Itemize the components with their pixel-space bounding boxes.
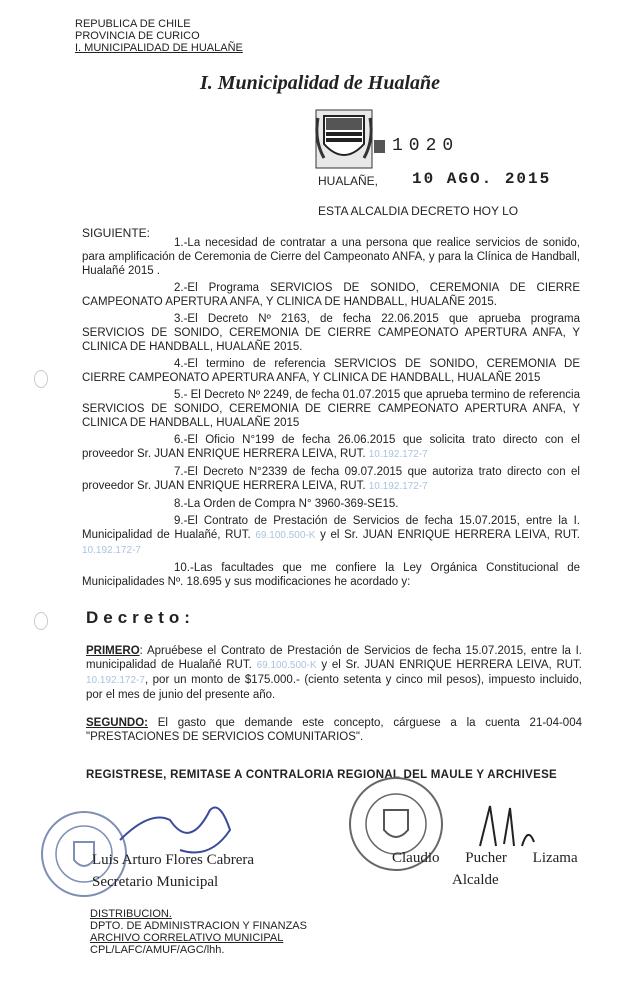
consideration-6: 6.-El Oficio N°199 de fecha 26.06.2015 que solicita trato directo con el proveedor Sr. JUAN ENRIQUE HERRERA LEIVA, RUT. 10.192.172-7 (82, 434, 580, 460)
distribution-line: DPTO. DE ADMINISTRACION Y FINANZAS (90, 920, 307, 932)
lead-text: ESTA ALCALDIA DECRETO HOY LO (318, 204, 519, 218)
consideration-1: 1.-La necesidad de contratar a una persona que realice servicios de sonido, para amplificación de Ceremonia de Cierre del Campeonato ANFA, y para la Clínica de Handball, Hualañé 2015 . (82, 237, 580, 277)
primero-section: PRIMERO: Apruébese el Contrato de Prestación de Servicios de fecha 15.07.2015, entre la I. municipalidad de Hualañé RUT. 69.100.500-K y el Sr. JUAN ENRIQUE HERRERA LEIVA, RUT. 10.192.172-7, por un monto de $175.000.- (ciento setenta y cinco mil pesos), impuesto incluido, por el mes de junio del presente año. (86, 645, 582, 701)
mayor-name: Claudio Pucher Lizama (392, 850, 578, 866)
segundo-section: SEGUNDO: El gasto que demande este concepto, cárguese a la cuenta 21-04-004 "PRESTACIONES DE SERVICIOS COMUNITARIOS". (86, 717, 582, 743)
consideration-3: 3.-El Decreto Nº 2163, de fecha 22.06.2015 que aprueba programa SERVICIOS DE SONIDO, CEREMONIA DE CIERRE CAMPEONATO APERTURA ANFA, Y CLINICA DE HANDBALL, HUALAÑE 2015. (82, 313, 580, 353)
considerations-block (82, 236, 580, 592)
punch-hole (34, 612, 48, 630)
siguiente-label: SIGUIENTE: (82, 226, 151, 240)
primero-label: PRIMERO (86, 645, 140, 657)
decree-number: 1020 (392, 136, 460, 156)
rut-value: 10.192.172-7 (368, 449, 428, 460)
header-municipality: I. MUNICIPALIDAD DE HUALAÑE (75, 42, 243, 54)
consideration-5: 5.- El Decreto Nº 2249, de fecha 01.07.2015 que aprueba termino de referencia SERVICIOS DE SONIDO, CEREMONIA DE CIERRE CAMPEONATO APERTURA ANFA, Y CLINICA DE HANDBALL, HUALAÑE 2015 (82, 389, 580, 429)
distribution-title: DISTRIBUCION. (90, 908, 172, 920)
mayor-role: Alcalde (452, 872, 499, 888)
secretary-role: Secretario Municipal (92, 874, 219, 890)
punch-hole (34, 370, 48, 388)
rut-value: 10.192.172-7 (86, 675, 145, 686)
consideration-2: 2.-El Programa SERVICIOS DE SONIDO, CEREMONIA DE CIERRE CAMPEONATO APERTURA ANFA, Y CLINICA DE HANDBALL, HUALAÑE 2015. (82, 282, 580, 308)
place-label: HUALAÑE, (318, 174, 379, 188)
rut-value: 69.100.500-K (256, 660, 317, 671)
distribution-initials: CPL/LAFC/AMUF/AGC/lhh. (90, 944, 225, 956)
document-title: I. Municipalidad de Hualañe (199, 72, 441, 94)
secretary-name: Luis Arturo Flores Cabrera (92, 852, 255, 868)
rut-value: 10.192.172-7 (368, 481, 428, 492)
coat-of-arms-icon (312, 108, 376, 172)
rut-value: 69.100.500-K (255, 530, 316, 541)
header-province: PROVINCIA DE CURICO (75, 30, 200, 42)
rut-value: 10.192.172-7 (82, 545, 141, 556)
consideration-10: 10.-Las facultades que me confiere la Ley Orgánica Constitucional de Municipalidades Nº. 18.695 y sus modificaciones he acordado y: (82, 562, 580, 588)
decree-date: 10 AGO. 2015 (412, 170, 552, 188)
stamp-mark-icon (374, 138, 386, 154)
decreto-heading: Decreto: (86, 608, 195, 627)
consideration-7: 7.-El Decreto N°2339 de fecha 09.07.2015 que autoriza trato directo con el proveedor Sr. JUAN ENRIQUE HERRERA LEIVA, RUT. 10.192.172-7 (82, 466, 580, 492)
segundo-label: SEGUNDO: (86, 717, 148, 729)
consideration-8: 8.-La Orden de Compra N° 3960-369-SE15. (174, 498, 399, 510)
consideration-9: 9.-El Contrato de Prestación de Servicios de fecha 15.07.2015, entre la I. Municipalidad de Hualañé, RUT. 69.100.500-K y el Sr. JUAN ENRIQUE HERRERA LEIVA, RUT. 10.192.172-7 (82, 515, 580, 556)
registrese-text: REGISTRESE, REMITASE A CONTRALORIA REGIONAL DEL MAULE Y ARCHIVESE (86, 769, 558, 781)
header-republic: REPUBLICA DE CHILE (75, 18, 191, 30)
distribution-line: ARCHIVO CORRELATIVO MUNICIPAL (90, 932, 284, 944)
consideration-4: 4.-El termino de referencia SERVICIOS DE SONIDO, CEREMONIA DE CIERRE CAMPEONATO APERTURA ANFA, Y CLINICA DE HANDBALL, HUALAÑE 2015 (82, 358, 580, 384)
mayor-signature-icon (470, 796, 550, 856)
